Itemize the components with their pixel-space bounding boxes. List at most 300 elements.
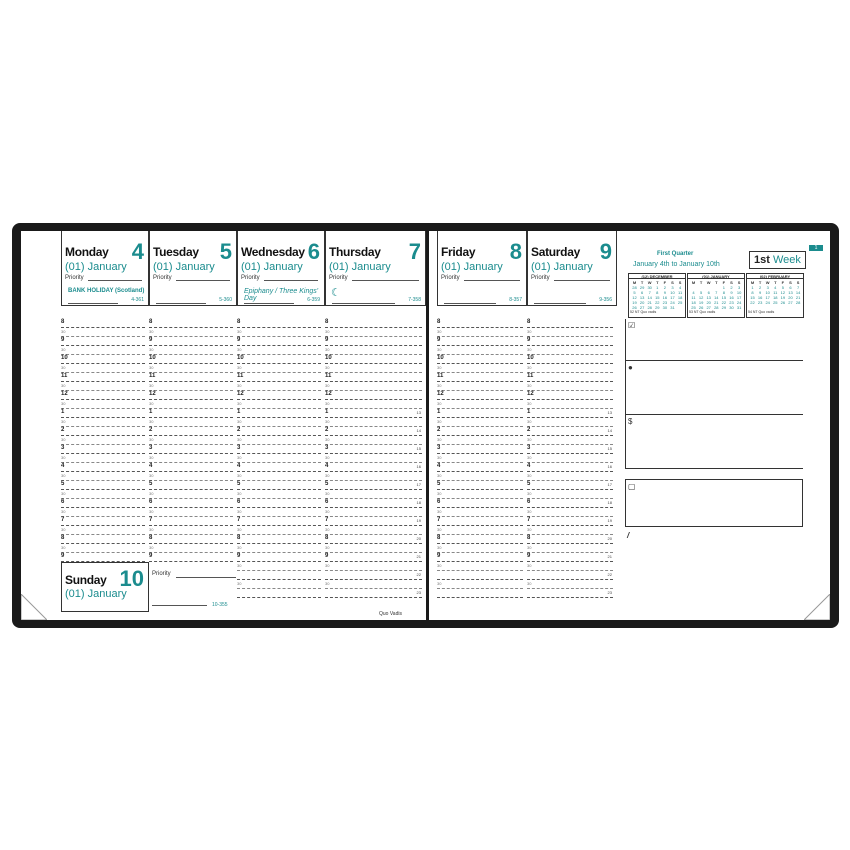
time-slot[interactable]: [437, 517, 523, 526]
time-slot[interactable]: [237, 454, 321, 463]
time-slot[interactable]: [527, 535, 613, 544]
time-slot[interactable]: [61, 355, 145, 364]
date-cell[interactable]: 2: [758, 285, 762, 290]
time-slot[interactable]: [527, 472, 613, 481]
time-slot[interactable]: [149, 454, 233, 463]
time-slot[interactable]: [61, 409, 145, 418]
time-slot[interactable]: [61, 418, 145, 427]
time-slot[interactable]: [149, 427, 233, 436]
time-slot[interactable]: [527, 445, 613, 454]
date-cell[interactable]: 7: [796, 285, 800, 290]
week-tab[interactable]: 1: [809, 245, 823, 251]
time-slot[interactable]: [527, 508, 613, 517]
date-cell[interactable]: 9: [663, 290, 666, 295]
time-slot[interactable]: [527, 373, 613, 382]
date-cell[interactable]: 6: [707, 290, 710, 295]
time-slot[interactable]: [61, 472, 145, 481]
date-cell[interactable]: 17: [670, 295, 675, 300]
date-cell[interactable]: 11: [678, 290, 683, 295]
date-cell[interactable]: 18: [691, 300, 696, 305]
time-slot[interactable]: [325, 382, 422, 391]
time-slot[interactable]: [61, 364, 145, 373]
time-slot[interactable]: [527, 517, 613, 526]
time-slot[interactable]: [149, 418, 233, 427]
date-cell[interactable]: 5: [699, 290, 703, 295]
date-cell[interactable]: 26: [632, 305, 637, 310]
date-cell[interactable]: 13: [788, 290, 793, 295]
time-slot[interactable]: [149, 508, 233, 517]
time-slot[interactable]: [61, 508, 145, 517]
priority-line[interactable]: [464, 280, 520, 281]
time-slot[interactable]: [149, 544, 233, 553]
date-cell[interactable]: 27: [788, 300, 793, 305]
time-slot[interactable]: [237, 589, 321, 598]
time-slot[interactable]: [527, 481, 613, 490]
date-cell[interactable]: 31: [670, 305, 675, 310]
date-cell[interactable]: 3: [737, 285, 741, 290]
time-slot[interactable]: [61, 319, 145, 328]
date-cell[interactable]: 17: [765, 295, 770, 300]
date-cell[interactable]: 24: [765, 300, 770, 305]
time-slot[interactable]: [437, 535, 523, 544]
date-cell[interactable]: 25: [691, 305, 696, 310]
date-cell[interactable]: 1: [656, 285, 659, 290]
time-slot[interactable]: [61, 346, 145, 355]
time-slot[interactable]: [437, 499, 523, 508]
time-slot[interactable]: [325, 571, 422, 580]
date-cell[interactable]: 27: [706, 305, 711, 310]
date-cell[interactable]: 7: [648, 290, 651, 295]
mini-calendar[interactable]: [746, 273, 804, 318]
time-slot[interactable]: [325, 508, 422, 517]
time-slot[interactable]: [61, 391, 145, 400]
date-cell[interactable]: 25: [773, 300, 778, 305]
time-slot[interactable]: [149, 517, 233, 526]
time-slot[interactable]: [437, 427, 523, 436]
time-slot[interactable]: [437, 382, 523, 391]
time-slot[interactable]: [149, 364, 233, 373]
time-slot[interactable]: [325, 526, 422, 535]
priority-line[interactable]: [352, 280, 419, 281]
time-slot[interactable]: [437, 508, 523, 517]
time-slot[interactable]: [527, 418, 613, 427]
time-slot[interactable]: [237, 562, 321, 571]
time-slot[interactable]: [325, 355, 422, 364]
time-slot[interactable]: [61, 544, 145, 553]
date-cell[interactable]: 21: [647, 300, 652, 305]
date-cell[interactable]: 22: [750, 300, 755, 305]
time-slot[interactable]: [437, 445, 523, 454]
date-cell[interactable]: 26: [698, 305, 704, 310]
date-cell[interactable]: 4: [692, 290, 695, 295]
date-cell[interactable]: 15: [721, 295, 727, 300]
time-slot[interactable]: [527, 328, 613, 337]
time-slot[interactable]: [149, 328, 233, 337]
date-cell[interactable]: 19: [632, 300, 637, 305]
time-slot[interactable]: [325, 562, 422, 571]
date-cell[interactable]: 19: [698, 300, 704, 305]
time-slot[interactable]: [437, 481, 523, 490]
date-cell[interactable]: 7: [715, 290, 718, 295]
time-slot[interactable]: [237, 355, 321, 364]
date-cell[interactable]: 28: [714, 305, 719, 310]
time-slot[interactable]: [237, 373, 321, 382]
time-slot[interactable]: [237, 490, 321, 499]
time-slot[interactable]: [325, 436, 422, 445]
date-cell[interactable]: 12: [698, 295, 704, 300]
time-slot[interactable]: [149, 490, 233, 499]
time-slot[interactable]: [527, 382, 613, 391]
priority-line[interactable]: [88, 280, 142, 281]
time-slot[interactable]: [237, 571, 321, 580]
time-slot[interactable]: [237, 436, 321, 445]
time-slot[interactable]: [437, 337, 523, 346]
date-cell[interactable]: 19: [780, 295, 786, 300]
mini-calendar[interactable]: [687, 273, 745, 318]
time-slot[interactable]: [237, 337, 321, 346]
day-header-monday[interactable]: [61, 231, 149, 306]
time-slot[interactable]: [437, 319, 523, 328]
time-slot[interactable]: [149, 472, 233, 481]
time-slot[interactable]: [437, 364, 523, 373]
time-slot[interactable]: [325, 544, 422, 553]
date-cell[interactable]: 24: [670, 300, 675, 305]
time-slot[interactable]: [149, 481, 233, 490]
priority-line[interactable]: [176, 280, 230, 281]
date-cell[interactable]: 14: [795, 290, 801, 295]
date-cell[interactable]: 21: [795, 295, 801, 300]
notes-area[interactable]: [625, 479, 803, 527]
time-slot[interactable]: [237, 445, 321, 454]
time-slot[interactable]: [527, 319, 613, 328]
time-slot[interactable]: [61, 400, 145, 409]
time-slot[interactable]: [237, 472, 321, 481]
date-cell[interactable]: 9: [730, 290, 733, 295]
date-cell[interactable]: 4: [678, 285, 682, 290]
time-slot[interactable]: [61, 481, 145, 490]
date-cell[interactable]: 12: [780, 290, 786, 295]
time-slot[interactable]: [437, 328, 523, 337]
date-cell[interactable]: 20: [639, 300, 645, 305]
time-slot[interactable]: [527, 553, 613, 562]
time-slot[interactable]: [237, 508, 321, 517]
time-slot[interactable]: [527, 400, 613, 409]
date-cell[interactable]: 5: [781, 285, 784, 290]
date-cell[interactable]: 16: [729, 295, 734, 300]
date-cell[interactable]: 25: [677, 300, 683, 305]
date-cell[interactable]: 8: [722, 290, 725, 295]
time-slot[interactable]: [437, 571, 523, 580]
date-cell[interactable]: 11: [691, 295, 696, 300]
time-slot[interactable]: [437, 589, 523, 598]
time-slot[interactable]: [325, 328, 422, 337]
date-cell[interactable]: 24: [736, 300, 742, 305]
time-slot[interactable]: [437, 562, 523, 571]
time-slot[interactable]: [325, 373, 422, 382]
sunday-line[interactable]: [152, 605, 207, 606]
time-slot[interactable]: [61, 328, 145, 337]
priority-line[interactable]: [264, 280, 318, 281]
time-slot[interactable]: [237, 553, 321, 562]
time-slot[interactable]: [237, 526, 321, 535]
date-cell[interactable]: 10: [670, 290, 675, 295]
time-slot[interactable]: [237, 544, 321, 553]
time-slot[interactable]: [149, 346, 233, 355]
time-slot[interactable]: [527, 589, 613, 598]
day-header-sunday[interactable]: [61, 562, 149, 612]
time-slot[interactable]: [325, 481, 422, 490]
date-cell[interactable]: 15: [655, 295, 660, 300]
time-slot[interactable]: [437, 373, 523, 382]
time-slot[interactable]: [149, 535, 233, 544]
time-slot[interactable]: [61, 517, 145, 526]
time-slot[interactable]: [437, 418, 523, 427]
date-cell[interactable]: 6: [789, 285, 792, 290]
time-slot[interactable]: [325, 589, 422, 598]
time-slot[interactable]: [61, 526, 145, 535]
time-slot[interactable]: [61, 490, 145, 499]
hour-label: 30: [237, 491, 242, 496]
date-cell[interactable]: 26: [780, 300, 786, 305]
date-cell[interactable]: 8: [656, 290, 659, 295]
date-cell[interactable]: 9: [758, 290, 762, 295]
time-slot[interactable]: [527, 355, 613, 364]
time-slot[interactable]: [237, 400, 321, 409]
hour-label: 11: [149, 373, 156, 379]
date-cell[interactable]: 12: [632, 295, 637, 300]
time-slot[interactable]: [527, 346, 613, 355]
time-slot[interactable]: [437, 391, 523, 400]
date-cell[interactable]: 22: [655, 300, 660, 305]
time-slot[interactable]: [437, 355, 523, 364]
time-slot[interactable]: [527, 364, 613, 373]
date-cell[interactable]: 28: [795, 300, 801, 305]
date-cell[interactable]: 16: [757, 295, 763, 300]
date-cell[interactable]: 20: [788, 295, 793, 300]
time-slot[interactable]: [149, 445, 233, 454]
date-cell[interactable]: 10: [765, 290, 770, 295]
time-slot[interactable]: [237, 328, 321, 337]
time-slot[interactable]: [527, 490, 613, 499]
time-slot[interactable]: [527, 427, 613, 436]
date-cell[interactable]: 18: [677, 295, 683, 300]
date-cell[interactable]: 30: [729, 305, 734, 310]
priority-line[interactable]: [554, 280, 610, 281]
time-slot[interactable]: [149, 526, 233, 535]
time-slot[interactable]: [325, 517, 422, 526]
time-slot[interactable]: [527, 580, 613, 589]
time-slot[interactable]: [325, 490, 422, 499]
time-slot[interactable]: [61, 535, 145, 544]
time-slot[interactable]: [61, 454, 145, 463]
time-slot[interactable]: [237, 517, 321, 526]
time-slot[interactable]: [527, 544, 613, 553]
date-cell[interactable]: 6: [640, 290, 644, 295]
date-cell[interactable]: 23: [729, 300, 734, 305]
date-cell[interactable]: 14: [714, 295, 719, 300]
date-cell[interactable]: 28: [632, 285, 637, 290]
time-slot[interactable]: [149, 553, 233, 562]
time-slot[interactable]: [237, 418, 321, 427]
date-cell[interactable]: 31: [736, 305, 742, 310]
notes-area[interactable]: [625, 319, 803, 361]
time-slot[interactable]: [325, 400, 422, 409]
date-cell[interactable]: 23: [662, 300, 668, 305]
time-slot[interactable]: [437, 463, 523, 472]
time-slot[interactable]: [437, 490, 523, 499]
hour-label: 10: [437, 355, 444, 361]
hour-label: 4: [149, 463, 153, 469]
time-slot[interactable]: [437, 544, 523, 553]
time-slot[interactable]: [437, 553, 523, 562]
time-slot[interactable]: [437, 454, 523, 463]
time-slot[interactable]: [237, 535, 321, 544]
time-slot[interactable]: [61, 337, 145, 346]
date-cell[interactable]: 18: [773, 295, 778, 300]
time-slot[interactable]: [237, 409, 321, 418]
day-header-thursday[interactable]: [325, 231, 426, 306]
time-slot[interactable]: [437, 472, 523, 481]
day-header-friday[interactable]: [437, 231, 527, 306]
date-cell[interactable]: 30: [662, 305, 668, 310]
time-slot[interactable]: [325, 364, 422, 373]
time-slot[interactable]: [149, 436, 233, 445]
time-slot[interactable]: [149, 319, 233, 328]
date-cell[interactable]: 27: [639, 305, 645, 310]
time-slot[interactable]: [527, 499, 613, 508]
time-slot[interactable]: [61, 463, 145, 472]
time-slot[interactable]: [237, 463, 321, 472]
date-cell[interactable]: 11: [773, 290, 778, 295]
time-slot[interactable]: [325, 319, 422, 328]
time-slot[interactable]: [237, 580, 321, 589]
time-slot[interactable]: [237, 382, 321, 391]
time-slot[interactable]: [237, 319, 321, 328]
time-slot[interactable]: [325, 499, 422, 508]
time-slot[interactable]: [61, 373, 145, 382]
time-slot[interactable]: [527, 463, 613, 472]
time-slot[interactable]: [437, 409, 523, 418]
time-slot[interactable]: [325, 454, 422, 463]
day-header-wednesday[interactable]: [237, 231, 325, 306]
date-cell[interactable]: 8: [751, 290, 754, 295]
time-slot[interactable]: [325, 391, 422, 400]
time-slot[interactable]: [325, 418, 422, 427]
time-slot[interactable]: [527, 526, 613, 535]
time-slot[interactable]: [149, 382, 233, 391]
date-cell[interactable]: 20: [706, 300, 711, 305]
day-header-saturday[interactable]: [527, 231, 617, 306]
notes-area[interactable]: [625, 415, 803, 469]
date-cell[interactable]: 15: [750, 295, 755, 300]
time-slot[interactable]: [237, 364, 321, 373]
time-slot[interactable]: [149, 373, 233, 382]
time-slot[interactable]: [527, 337, 613, 346]
date-cell[interactable]: 28: [647, 305, 652, 310]
time-slot[interactable]: [61, 553, 145, 562]
time-slot[interactable]: [237, 481, 321, 490]
time-slot[interactable]: [437, 436, 523, 445]
time-slot[interactable]: [61, 445, 145, 454]
time-slot[interactable]: [325, 553, 422, 562]
time-slot[interactable]: [325, 472, 422, 481]
date-cell[interactable]: 17: [736, 295, 742, 300]
time-slot[interactable]: [61, 382, 145, 391]
date-cell[interactable]: 29: [655, 305, 660, 310]
date-cell[interactable]: 10: [736, 290, 742, 295]
time-slot[interactable]: [437, 400, 523, 409]
time-slot[interactable]: [149, 409, 233, 418]
date-cell[interactable]: 13: [706, 295, 711, 300]
time-slot[interactable]: [61, 436, 145, 445]
date-cell[interactable]: 29: [721, 305, 727, 310]
time-slot[interactable]: [149, 400, 233, 409]
time-slot[interactable]: [149, 499, 233, 508]
time-slot[interactable]: [61, 499, 145, 508]
date-cell[interactable]: 14: [647, 295, 652, 300]
time-slot[interactable]: [149, 355, 233, 364]
time-slot[interactable]: [149, 337, 233, 346]
time-slot[interactable]: [325, 337, 422, 346]
time-slot[interactable]: [325, 580, 422, 589]
time-slot[interactable]: [61, 427, 145, 436]
date-cell[interactable]: 2: [730, 285, 733, 290]
date-cell[interactable]: 16: [662, 295, 668, 300]
time-slot[interactable]: [325, 409, 422, 418]
time-slot[interactable]: [325, 463, 422, 472]
sunday-priority-line[interactable]: [176, 577, 236, 578]
date-cell[interactable]: 1: [722, 285, 725, 290]
time-slot[interactable]: [527, 436, 613, 445]
time-slot[interactable]: [325, 346, 422, 355]
date-cell[interactable]: 13: [639, 295, 645, 300]
date-cell[interactable]: 4: [774, 285, 777, 290]
time-slot[interactable]: [149, 391, 233, 400]
time-slot[interactable]: [437, 346, 523, 355]
day-number: 9: [599, 239, 612, 264]
time-slot[interactable]: [437, 526, 523, 535]
time-slot[interactable]: [437, 580, 523, 589]
date-cell[interactable]: 1: [751, 285, 754, 290]
time-slot[interactable]: [325, 445, 422, 454]
date-cell[interactable]: 3: [671, 285, 674, 290]
time-slot[interactable]: [237, 427, 321, 436]
time-slot[interactable]: [237, 391, 321, 400]
date-cell[interactable]: 22: [721, 300, 727, 305]
date-cell[interactable]: 21: [714, 300, 719, 305]
time-slot[interactable]: [527, 454, 613, 463]
date-cell[interactable]: 30: [647, 285, 652, 290]
time-slot[interactable]: [325, 427, 422, 436]
mini-calendar[interactable]: [628, 273, 686, 318]
time-slot[interactable]: [237, 499, 321, 508]
date-cell[interactable]: 23: [757, 300, 763, 305]
time-slot[interactable]: [527, 571, 613, 580]
time-slot[interactable]: [325, 535, 422, 544]
time-slot[interactable]: [149, 463, 233, 472]
date-cell[interactable]: 5: [633, 290, 636, 295]
date-cell[interactable]: 29: [639, 285, 645, 290]
date-cell[interactable]: 2: [663, 285, 666, 290]
time-slot[interactable]: [527, 391, 613, 400]
time-slot[interactable]: [527, 409, 613, 418]
time-slot[interactable]: [237, 346, 321, 355]
day-header-tuesday[interactable]: [149, 231, 237, 306]
notes-area[interactable]: [625, 361, 803, 415]
hour-label: 30: [437, 419, 442, 424]
date-cell[interactable]: 3: [766, 285, 769, 290]
time-slot[interactable]: [527, 562, 613, 571]
